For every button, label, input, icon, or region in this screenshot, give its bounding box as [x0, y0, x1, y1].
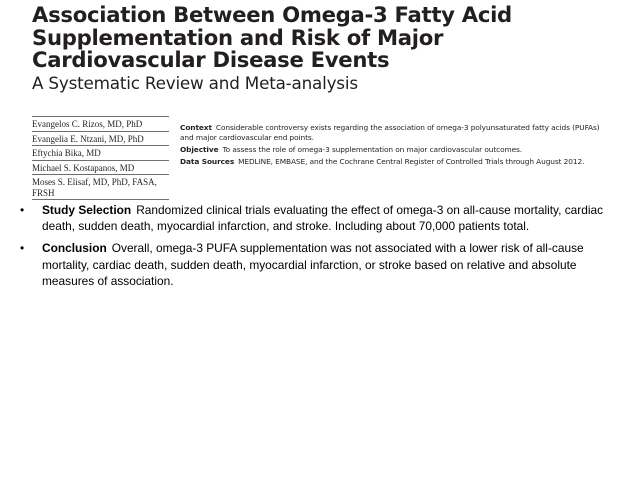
author-list [32, 116, 169, 200]
bullet-marker: • [20, 241, 25, 256]
abstract-data-sources [180, 157, 612, 167]
abstract-context [180, 123, 612, 142]
abstract-heading: Data Sources [180, 156, 235, 166]
abstract-objective [180, 145, 612, 155]
article-title [32, 4, 612, 72]
bullet-text: Randomized clinical trials evaluating the effect of omega-3 on all-cause mortality, cardiac death, sudden death, myocardial infarction, and stroke. Including about 70,000 patients total. [42, 203, 604, 234]
bullet-text: Overall, omega-3 PUFA supplementation was not associated with a lower risk of all-cause mortality, cardiac death, sudden death, myocardial infarction, or stroke based on relative and absolute measures of association. [42, 241, 584, 288]
author-name: Evangelos C. Rizos, MD, PhD [32, 116, 169, 132]
bullet-marker: • [20, 203, 25, 217]
slide-bullet-list [20, 202, 616, 295]
author-name: Eftychia Bika, MD [32, 146, 169, 161]
author-name: Evangelia E. Ntzani, MD, PhD [32, 132, 169, 147]
title-line: Supplementation and Risk of Major [32, 24, 444, 50]
bullet-heading: Conclusion [42, 241, 107, 256]
author-name: Michael S. Kostapanos, MD [32, 161, 169, 176]
bullet-conclusion [20, 240, 616, 289]
abstract-excerpt [180, 123, 612, 169]
abstract-text: To assess the role of omega-3 supplementation on major cardiovascular outcomes. [222, 144, 523, 154]
title-line: Association Between Omega-3 Fatty Acid [32, 2, 512, 27]
abstract-heading: Context [180, 123, 212, 132]
article-header [32, 4, 612, 93]
author-name: Moses S. Elisaf, MD, PhD, FASA, FRSH [32, 175, 169, 200]
bullet-study-selection [20, 202, 616, 234]
abstract-heading: Objective [180, 144, 219, 154]
article-subtitle: A Systematic Review and Meta-analysis [32, 72, 358, 93]
title-line: Cardiovascular Disease Events [32, 47, 390, 73]
abstract-text: Considerable controversy exists regarding the association of omega-3 polyunsaturated fatty acids (PUFAs) and major cardiovascular end points. [180, 123, 600, 142]
bullet-heading: Study Selection [42, 203, 132, 217]
abstract-text: MEDLINE, EMBASE, and the Cochrane Central Register of Controlled Trials through August 2012. [238, 156, 585, 166]
